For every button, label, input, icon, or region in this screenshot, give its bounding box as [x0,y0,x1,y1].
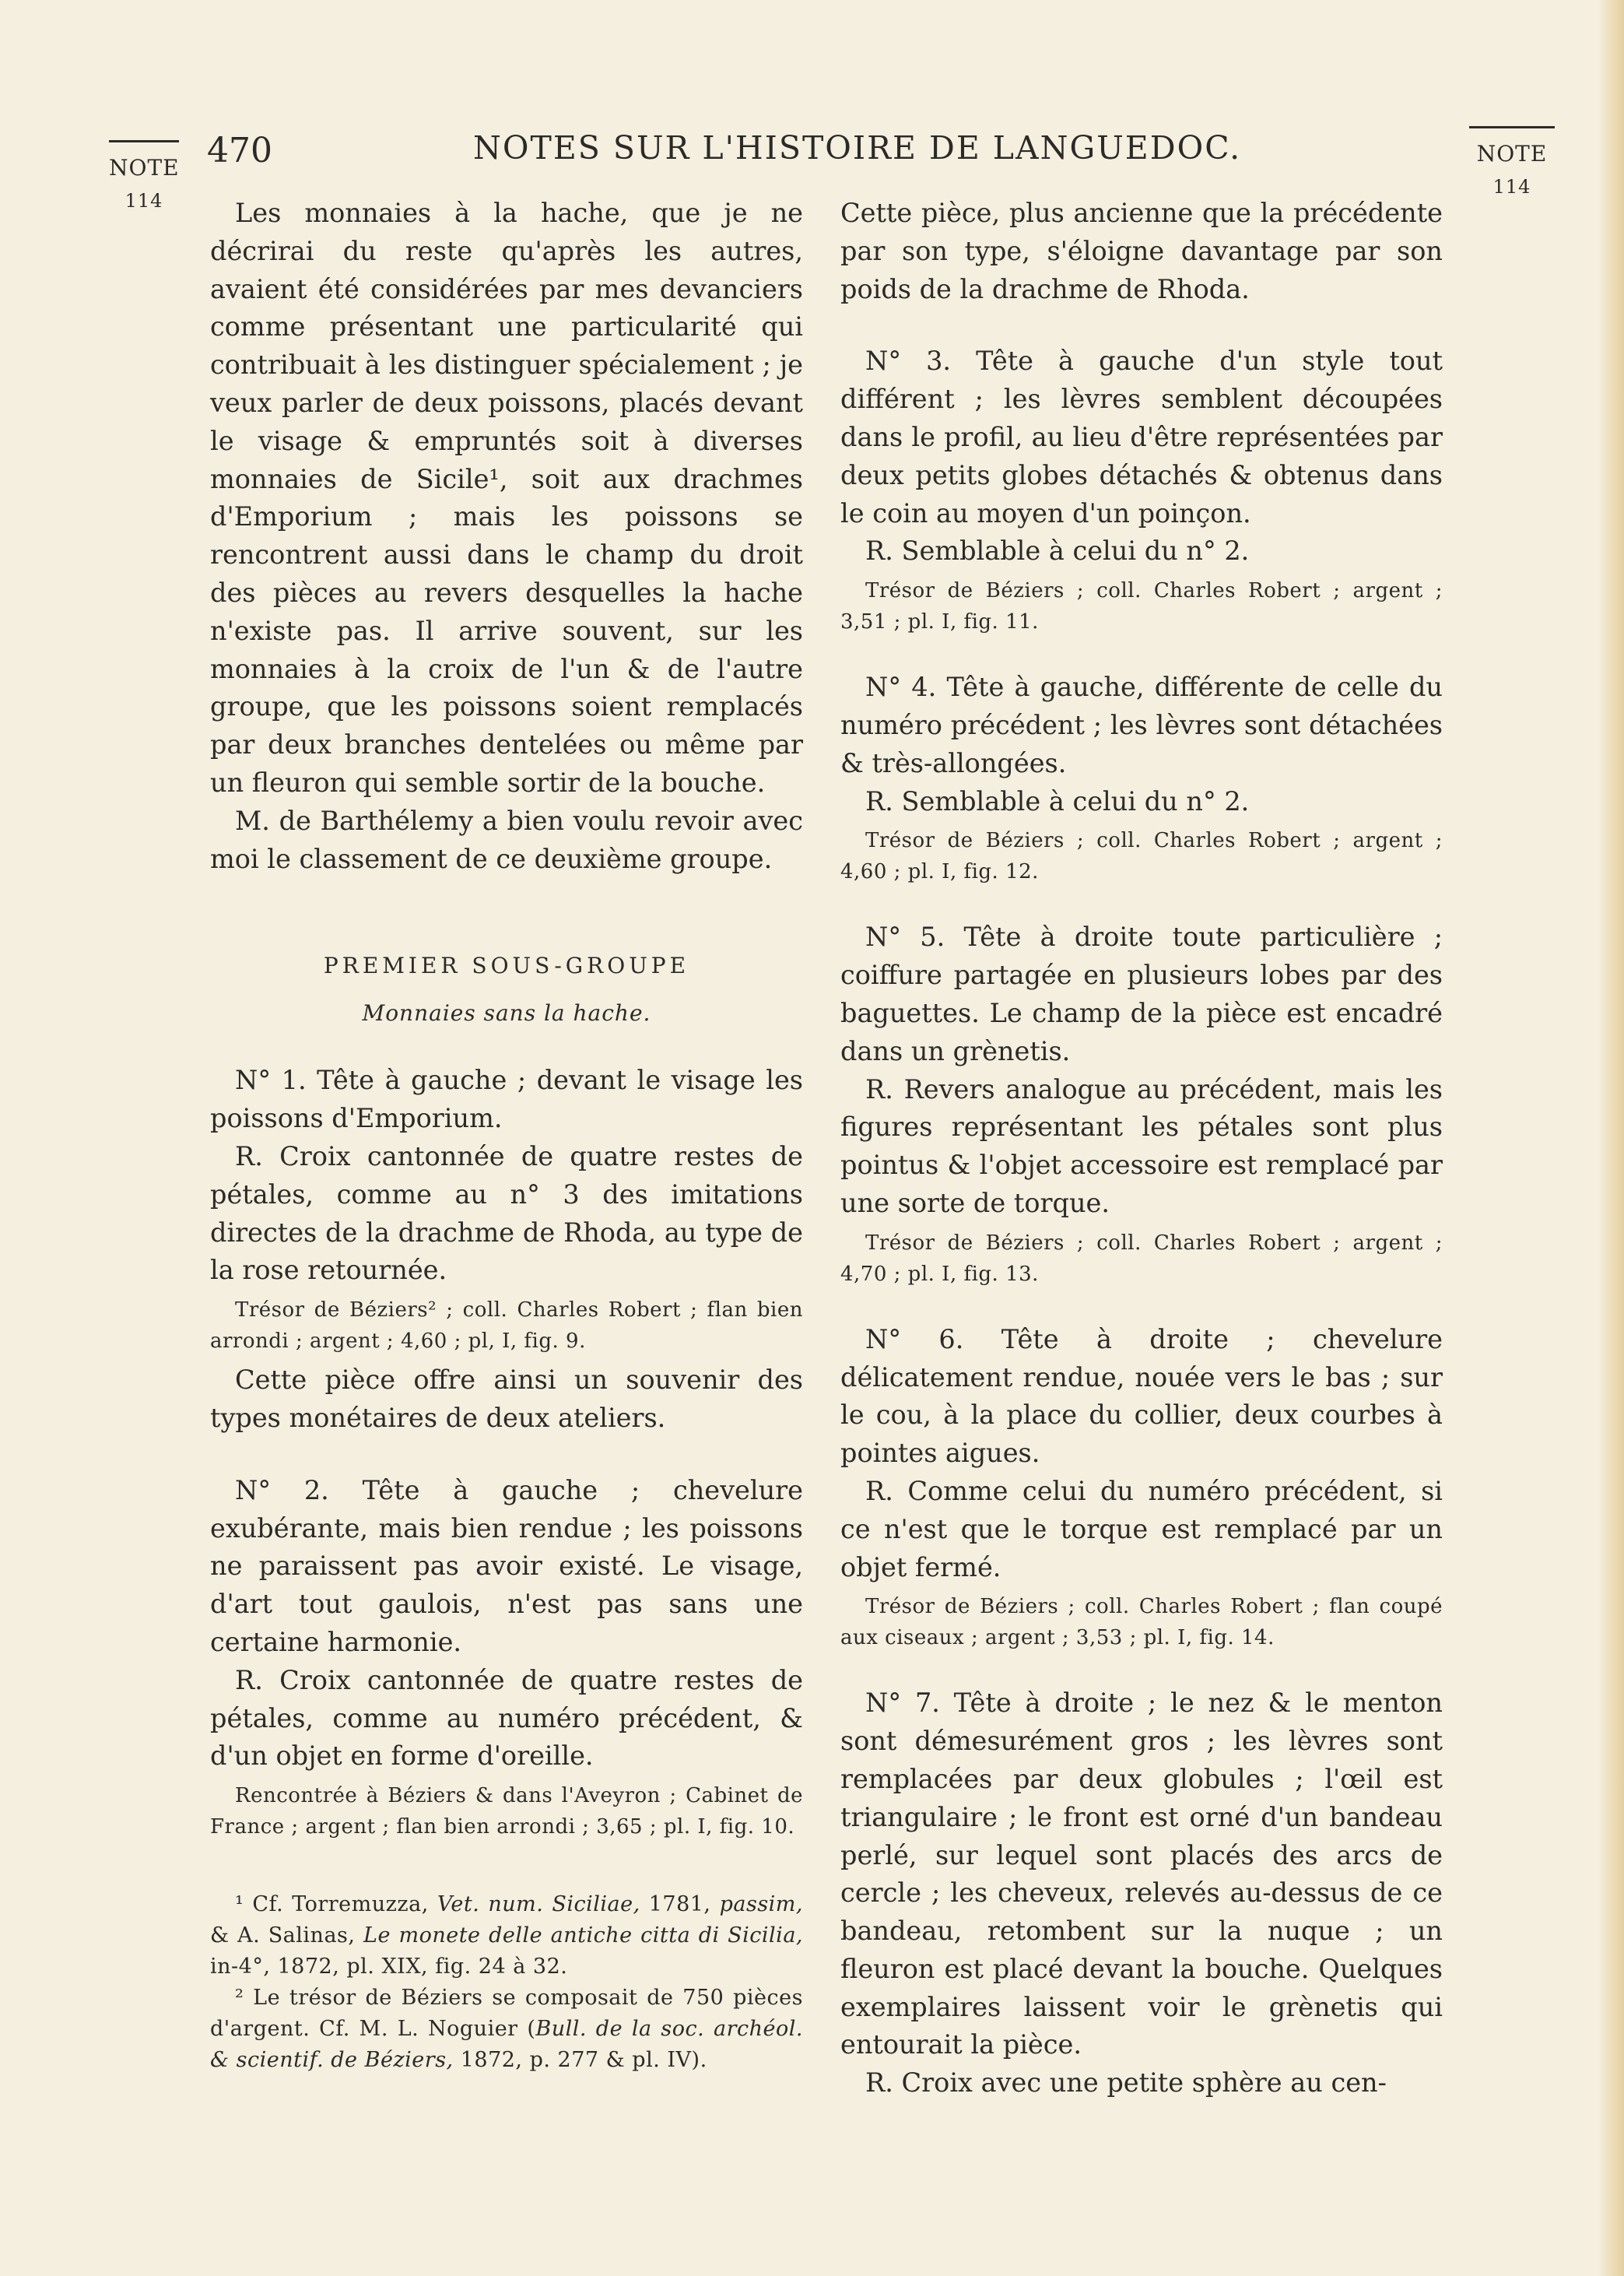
footnote-title: Vet. num. Siciliae, [437,1892,640,1917]
section-heading: PREMIER SOUS-GROUPE [323,953,690,979]
coin-reverse [840,2064,1443,2102]
paragraph: Les monnaies à la hache, que je ne décrirai du reste qu'après les autres, avaient été considérées par mes devanciers comme présentant une particularité qui contribuait à les distinguer spécialement ; je veux parler de deux poissons, placés devant le visage & empruntés soit à diverses monnaies de Sicile¹, soit aux drachmes d'Emporium ; mais les poissons se rencontrent aussi dans le champ du droit des pièces au revers desquelles la hache n'existe pas. Il arrive souvent, sur les monnaies à la croix de l'un & de l'autre groupe, que les poissons soient remplacés par deux branches dentelées ou même par un fleuron qui semble sortir de la bouche. [210,198,803,798]
section-subtitle: Monnaies sans la hache. [362,1000,651,1027]
footnote-text: in-4°, 1872, pl. XIX, fig. 24 à 32. [210,1955,568,1979]
page-title: NOTES SUR L'HISTOIRE DE LANGUEDOC. [473,129,1242,167]
reverse-mark: R. [235,1140,263,1171]
coin-entry: N° 7. Tête à droite ; le nez & le menton sont démesurément gros ; les lèvres sont remplacées par deux globules ; l'œil est triangulaire ; le front est orné d'un bandeau perlé, sur lequel sont placés des arcs de cercle ; les cheveux, relevés au-dessus de ce bandeau, retombent sur la nuque ; un fleuron est placé devant la bouche. Quelques exemplaires laissent voir le grènetis qui entourait la pièce. [840,1688,1443,2060]
reverse-text: Semblable à celui du n° 2. [901,785,1250,817]
reverse-mark: R. [865,1475,893,1506]
page-number: 470 [207,131,272,170]
footnote-2 [210,1983,803,2076]
coin-reverse [210,1662,803,1775]
spacer [840,1658,1443,1684]
spacer [210,1438,803,1472]
footnote-text: 1781, [640,1892,720,1917]
note-marker-right [1469,126,1555,203]
left-column [210,195,803,2076]
reverse-mark: R. [865,785,893,817]
running-head [0,125,1624,179]
coin-reverse [840,1473,1443,1586]
coin-entry: N° 1. Tête à gauche ; devant le visage les poissons d'Emporium. [210,1065,803,1134]
paragraph: Cette pièce offre ainsi un souvenir des types monétaires de deux ateliers. [210,1365,803,1433]
reverse-mark: R. [865,2067,893,2099]
note-label: NOTE [109,155,180,181]
coin-source: Trésor de Béziers ; coll. Charles Robert ; flan coupé aux ciseaux ; argent ; 3,53 ; pl. I, fig. 14. [840,1595,1443,1650]
coin-reverse [840,532,1443,571]
reverse-text: Revers analogue au précédent, mais les figures représentant les pétales sont plus pointus & l'objet accessoire est remplacé par une sorte de torque. [840,1073,1443,1218]
footnote-1 [210,1889,803,1983]
reverse-text: Semblable à celui du n° 2. [901,536,1250,567]
note-number: 114 [1492,176,1531,198]
note-label: NOTE [1476,141,1548,167]
note-number: 114 [125,190,163,212]
footnote-text: 1872, p. 277 & pl. IV). [453,2048,707,2073]
footnote-text: ² Le trésor de Béziers se composait de 750 pièces d'argent. Cf. M. L. Noguier ( [210,1986,803,2042]
coin-reverse [210,1138,803,1290]
spacer [840,892,1443,918]
footnote-text: & A. Salinas, [210,1923,364,1948]
note-rule [109,140,179,142]
coin-source: Trésor de Béziers ; coll. Charles Robert ; argent ; 4,60 ; pl. I, fig. 12. [840,829,1443,884]
coin-entry: N° 3. Tête à gauche d'un style tout différent ; les lèvres semblent découpées dans le profil, au lieu d'être représentées par deux petits globes détachés & obtenus dans le coin au moyen d'un poinçon. [840,346,1443,529]
footnote-title: Bull. de la soc. archéol. & scientif. de Béziers, [210,2017,803,2073]
spacer [840,1294,1443,1321]
coin-entry: N° 5. Tête à droite toute particulière ; coiffure partagée en plusieurs lobes par des baguettes. Le champ de la pièce est encadré dans un grènetis. [840,922,1443,1066]
reverse-text: Croix cantonnée de quatre restes de pétales, comme au n° 3 des imitations directes de la drachme de Rhoda, au type de la rose retournée. [210,1140,804,1286]
reverse-mark: R. [865,1073,893,1105]
note-rule [1469,126,1555,128]
page-edge [1598,0,1624,2276]
spacer [840,308,1443,342]
coin-source: Trésor de Béziers² ; coll. Charles Robert ; flan bien arrondi ; argent ; 4,60 ; pl, I, fig. 9. [210,1298,803,1354]
coin-entry: N° 4. Tête à gauche, différente de celle du numéro précédent ; les lèvres sont détachées & très-allongées. [840,672,1443,778]
note-marker-left [109,140,179,217]
footnotes [210,1889,803,2076]
spacer [840,642,1443,669]
coin-entry: N° 6. Tête à droite ; chevelure délicatement rendue, nouée vers le bas ; sur le cou, à la place du collier, deux courbes à pointes aigues. [840,1323,1443,1469]
coin-reverse [840,1071,1443,1223]
footnote-title: passim, [719,1892,803,1917]
reverse-text: Comme celui du numéro précédent, si ce n'est que le torque est remplacé par un objet fermé. [840,1475,1443,1582]
reverse-text: Croix avec une petite sphère au cen- [901,2067,1387,2099]
reverse-mark: R. [865,536,893,567]
coin-source: Rencontrée à Béziers & dans l'Aveyron ; Cabinet de France ; argent ; flan bien arrondi ; 3,65 ; pl. I, fig. 10. [210,1784,803,1839]
coin-entry: N° 2. Tête à gauche ; chevelure exubérante, mais bien rendue ; les poissons ne paraissent pas avoir existé. Le visage, d'art tout gaulois, n'est pas sans une certaine harmonie. [210,1474,803,1657]
paragraph: M. de Barthélemy a bien voulu revoir avec moi le classement de ce deuxième groupe. [210,805,803,874]
paragraph: Cette pièce, plus ancienne que la précédente par son type, s'éloigne davantage par son poids de la drachme de Rhoda. [840,198,1443,304]
reverse-mark: R. [235,1664,263,1695]
reverse-text: Croix cantonnée de quatre restes de pétales, comme au numéro précédent, & d'un objet en forme d'oreille. [210,1664,804,1772]
coin-source: Trésor de Béziers ; coll. Charles Robert ; argent ; 4,70 ; pl. I, fig. 13. [840,1231,1443,1286]
coin-source: Trésor de Béziers ; coll. Charles Robert ; argent ; 3,51 ; pl. I, fig. 11. [840,579,1443,634]
right-column [840,195,1443,2102]
footnote-title: Le monete delle antiche citta di Sicilia, [363,1923,804,1948]
footnote-text: ¹ Cf. Torremuzza, [235,1892,437,1917]
coin-reverse [840,783,1443,821]
